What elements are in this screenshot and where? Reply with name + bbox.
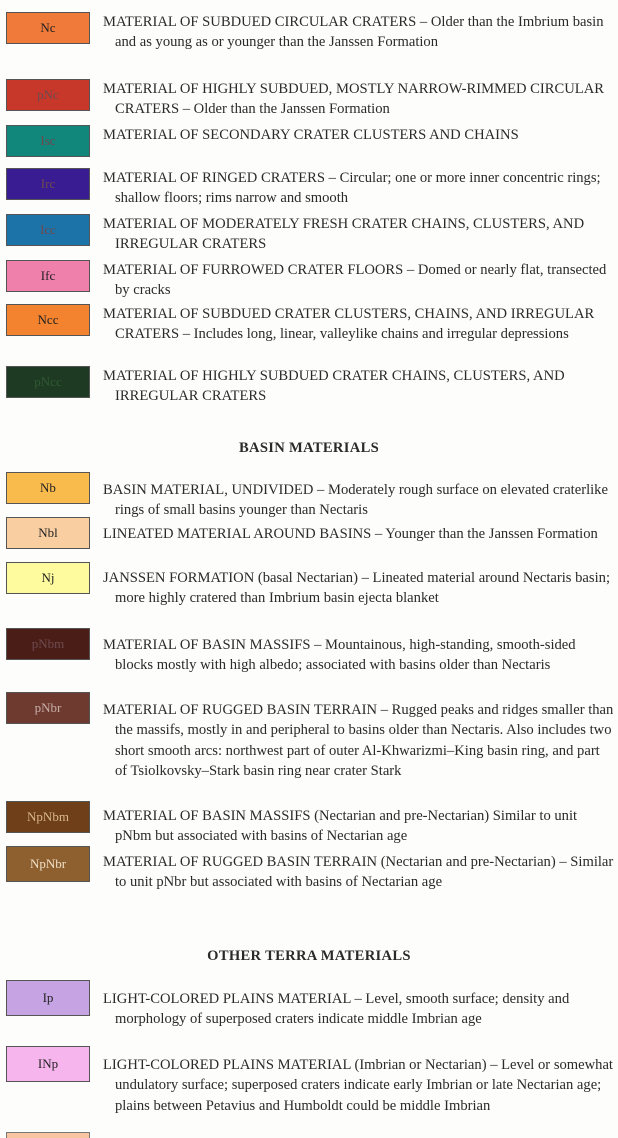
unit-swatch: Ifc [6,260,90,292]
unit-description: MATERIAL OF RINGED CRATERS – Circular; one or more inner concentric rings; shallow floors; rims narrow and smooth [103,170,601,207]
unit-swatch: Isc [6,125,90,157]
unit-description: LIGHT-COLORED PLAINS MATERIAL – Level, smooth surface; density and morphology of superposed craters indicate middle Imbrian age [103,991,570,1028]
unit-description: MATERIAL OF SUBDUED CIRCULAR CRATERS – Older than the Imbrium basin and as young as or younger than the Janssen Formation [103,14,604,51]
unit-swatch: Icc [6,214,90,246]
unit-swatch: pNc [6,79,90,111]
unit-description: MATERIAL OF SECONDARY CRATER CLUSTERS AND CHAINS [103,127,519,143]
unit-swatch: Nj [6,562,90,594]
unit-description: MATERIAL OF BASIN MASSIFS – Mountainous, high-standing, smooth-sided blocks mostly with high albedo; associated with basins older than Nectaris [103,637,576,674]
unit-description: MATERIAL OF RUGGED BASIN TERRAIN (Nectarian and pre-Nectarian) – Similar to unit pNbr but associated with basins of Nectarian age [103,854,614,891]
unit-description: MATERIAL OF BASIN MASSIFS (Nectarian and pre-Nectarian) Similar to unit pNbm but associated with basins of Nectarian age [103,808,578,845]
unit-description: BASIN MATERIAL, UNDIVIDED – Moderately rough surface on elevated craterlike rings of small basins younger than Nectaris [103,482,608,519]
unit-swatch: pNcc [6,366,90,398]
unit-swatch: Ip [6,980,90,1016]
unit-description: MATERIAL OF SUBDUED CRATER CLUSTERS, CHAINS, AND IRREGULAR CRATERS – Includes long, linear, valleylike chains and irregular depressions [103,306,595,343]
clipped-top-text [103,0,207,2]
unit-swatch: Irc [6,168,90,200]
unit-swatch: NpNbr [6,846,90,882]
unit-swatch: INp [6,1046,90,1082]
unit-description: LIGHT-COLORED PLAINS MATERIAL (Imbrian or Nectarian) – Level or somewhat undulatory surface; superposed craters indicate early Imbrian or late Nectarian age; plains between Petavius and Humboldt could be middle Imbrian [103,1057,613,1114]
unit-description: MATERIAL OF FURROWED CRATER FLOORS – Domed or nearly flat, transected by cracks [103,262,607,299]
unit-description: MATERIAL OF HIGHLY SUBDUED, MOSTLY NARROW-RIMMED CIRCULAR CRATERS – Older than the Janssen Formation [103,81,604,118]
unit-swatch: Nbl [6,517,90,549]
unit-swatch: Ncc [6,304,90,336]
unit-description: MATERIAL OF MODERATELY FRESH CRATER CHAINS, CLUSTERS, AND IRREGULAR CRATERS [103,216,585,253]
unit-description: MATERIAL OF HIGHLY SUBDUED CRATER CHAINS, CLUSTERS, AND IRREGULAR CRATERS [103,368,565,405]
unit-swatch: pNbm [6,628,90,660]
section-heading-other-terra: OTHER TERRA MATERIALS [207,948,411,964]
unit-swatch: Nb [6,472,90,504]
unit-swatch: Nc [6,12,90,44]
section-heading-basin: BASIN MATERIALS [238,440,380,456]
unit-description: JANSSEN FORMATION (basal Nectarian) – Lineated material around Nectaris basin; more highly cratered than Imbrium basin ejecta blanket [103,570,610,607]
unit-description: LINEATED MATERIAL AROUND BASINS – Younger than the Janssen Formation [103,526,598,542]
unit-swatch: NpNbm [6,801,90,833]
unit-swatch: pNbr [6,692,90,724]
unit-description: MATERIAL OF RUGGED BASIN TERRAIN – Rugged peaks and ridges smaller than the massifs, mostly in and peripheral to basins older than Nectaris. Also includes two short smooth arcs: northwest part of outer Al-Khwarizmi–King basin ring, and part of Tsiolkovsky–Stark basin ring near crater Stark [103,702,614,780]
partial-swatch [6,1132,90,1138]
